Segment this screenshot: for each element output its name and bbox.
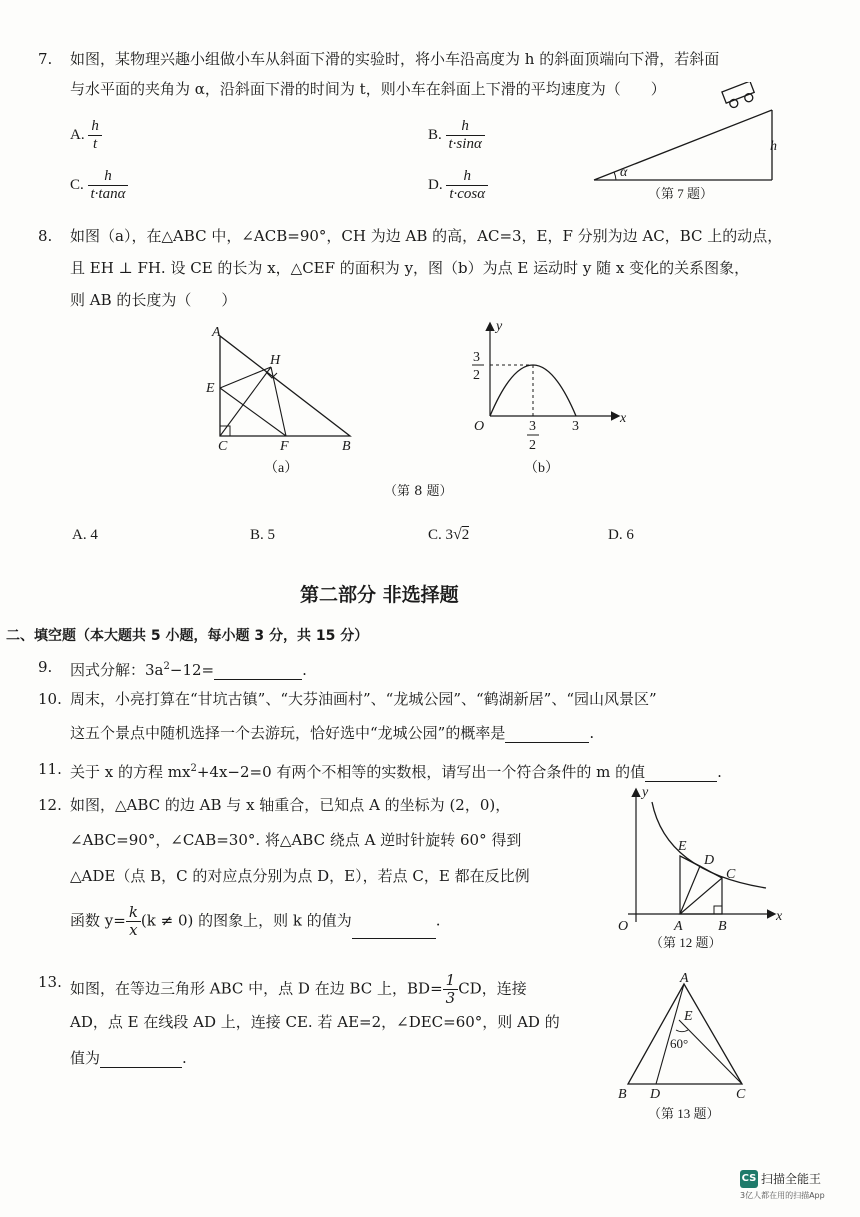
q12-line4: 函数 y= $\frac{k}{x}$ (k ≠ 0) 的图象上，则 k 的值为 . <box>70 903 441 939</box>
q7-option-b: B. $\frac{h}{t\cdot\sin\alpha}$ <box>428 118 485 153</box>
section2-title: 二、填空题（本大题共 5 小题，每小题 3 分，共 15 分） <box>6 628 369 644</box>
q13-E: E <box>684 1009 693 1024</box>
q8b-xden: 2 <box>529 438 536 453</box>
q13-angle: 60° <box>670 1036 689 1051</box>
q12-caption: （第 12 题） <box>650 935 722 950</box>
q8a-B: B <box>342 439 351 454</box>
q13-figure <box>614 968 764 1126</box>
q7-option-a: A. $\frac{h}{t}$ <box>70 118 102 153</box>
q12-figure <box>606 784 786 952</box>
q13-answer-blank[interactable] <box>100 1067 182 1068</box>
q8b-y: y <box>496 319 503 334</box>
q8b-O: O <box>474 419 485 434</box>
q13-D: D <box>650 1087 661 1102</box>
q11-answer-blank[interactable] <box>645 781 717 782</box>
q13-caption: （第 13 题） <box>648 1106 720 1121</box>
q8-caption: （第 8 题） <box>384 484 453 499</box>
q12-A: A <box>674 919 683 934</box>
q8b-ynum: 3 <box>473 350 480 365</box>
q8-option-d: D. 6 <box>608 527 634 543</box>
q12-C: C <box>726 867 736 882</box>
q13-C: C <box>736 1087 746 1102</box>
q12-y: y <box>642 785 649 800</box>
q12-line1: 如图，△ABC 的边 AB 与 x 轴重合，已知点 A 的坐标为 (2，0)， <box>70 796 511 814</box>
q8a-C: C <box>218 439 228 454</box>
q9-text: 因式分解：$3a^2-12=$ . <box>70 661 307 679</box>
q12-E: E <box>678 839 687 854</box>
q13-line3: 值为 . <box>70 1049 187 1067</box>
q7-alpha-label: α <box>620 165 628 180</box>
q8b-x3: 3 <box>572 419 579 434</box>
q8-line3: 则 AB 的长度为（ ） <box>70 291 237 309</box>
q8-figure-b <box>460 318 630 482</box>
q10-line2: 这五个景点中随机选择一个去游玩，恰好选中“龙城公园”的概率是 . <box>70 724 595 742</box>
q7-option-c: C. $\frac{h}{t\cdot\tan\alpha}$ <box>70 168 128 203</box>
q13-line1: 如图，在等边三角形 ABC 中，点 D 在边 BC 上，BD= $\frac{1}{3}$ CD，连接 <box>70 971 527 1007</box>
q7-h-label: h <box>770 139 777 154</box>
q8b-sub: （b） <box>524 461 559 476</box>
q12-B: B <box>718 919 727 934</box>
q8-option-b: B. 5 <box>250 527 276 543</box>
q8a-E: E <box>206 381 215 396</box>
q13-A: A <box>680 971 689 986</box>
cart-icon <box>722 82 757 110</box>
q7-line2: 与水平面的夹角为 α，沿斜面下滑的时间为 t，则小车在斜面上下滑的平均速度为（ ） <box>70 80 666 98</box>
q8-option-c: C. 3√2 <box>428 526 470 543</box>
q7-figure-incline <box>590 82 790 202</box>
q8-line2: 且 EH ⊥ FH. 设 CE 的长为 x，△CEF 的面积为 y，图（b）为点 E 运动时 y 随 x 变化的关系图象， <box>70 259 750 277</box>
q8a-A: A <box>212 325 221 340</box>
q12-line3: △ADE（点 B，C 的对应点分别为点 D，E），若点 C，E 都在反比例 <box>70 867 530 885</box>
q12-answer-blank[interactable] <box>352 938 436 939</box>
q11-number: 11. <box>38 760 62 778</box>
q8-option-a: A. 4 <box>72 527 98 543</box>
q8a-sub: （a） <box>264 461 299 476</box>
q12-line2: ∠ABC=90°，∠CAB=30°. 将△ABC 绕点 A 逆时针旋转 60° 得到 <box>70 831 522 849</box>
q10-line1: 周末，小亮打算在“甘坑古镇”、“大芬油画村”、“龙城公园”、“鹤湖新居”、“园山风景区” <box>70 690 657 708</box>
q13-B: B <box>618 1087 627 1102</box>
cs-logo-icon: CS <box>740 1170 758 1188</box>
q9-answer-blank[interactable] <box>214 679 302 680</box>
q12-number: 12. <box>38 796 62 814</box>
q8-line1: 如图（a），在△ABC 中，∠ACB=90°，CH 为边 AB 的高，AC=3，E，F 分别为边 AC，BC 上的动点， <box>70 227 783 245</box>
q8a-H: H <box>270 353 281 368</box>
part2-title: 第二部分 非选择题 <box>300 584 459 606</box>
q7-line1: 如图，某物理兴趣小组做小车从斜面下滑的实验时，将小车沿高度为 h 的斜面顶端向下滑，若斜面 <box>70 50 720 68</box>
q12-O: O <box>618 919 629 934</box>
q10-number: 10. <box>38 690 62 708</box>
q8a-F: F <box>280 439 289 454</box>
q7-caption: （第 7 题） <box>648 186 714 201</box>
q8-number: 8. <box>38 227 53 245</box>
scanner-watermark: CS 扫描全能王 3亿人都在用的扫描App <box>740 1168 825 1201</box>
q10-answer-blank[interactable] <box>505 742 589 743</box>
q7-number: 7. <box>38 50 53 68</box>
q8b-xnum: 3 <box>529 419 536 434</box>
q8b-x: x <box>620 411 627 426</box>
q13-line2: AD，点 E 在线段 AD 上，连接 CE. 若 AE=2，∠DEC=60°，则 AD 的 <box>70 1013 560 1031</box>
q8b-yden: 2 <box>473 368 480 383</box>
q12-D: D <box>704 853 715 868</box>
q8-figure-a <box>200 322 360 482</box>
q13-number: 13. <box>38 973 62 991</box>
q11-text: 关于 x 的方程 $mx^2+4x-2=0$ 有两个不相等的实数根，请写出一个符合条件的 m 的值 . <box>70 763 722 781</box>
q12-x: x <box>776 909 783 924</box>
q7-option-d: D. $\frac{h}{t\cdot\cos\alpha}$ <box>428 168 488 203</box>
q9-number: 9. <box>38 658 53 676</box>
